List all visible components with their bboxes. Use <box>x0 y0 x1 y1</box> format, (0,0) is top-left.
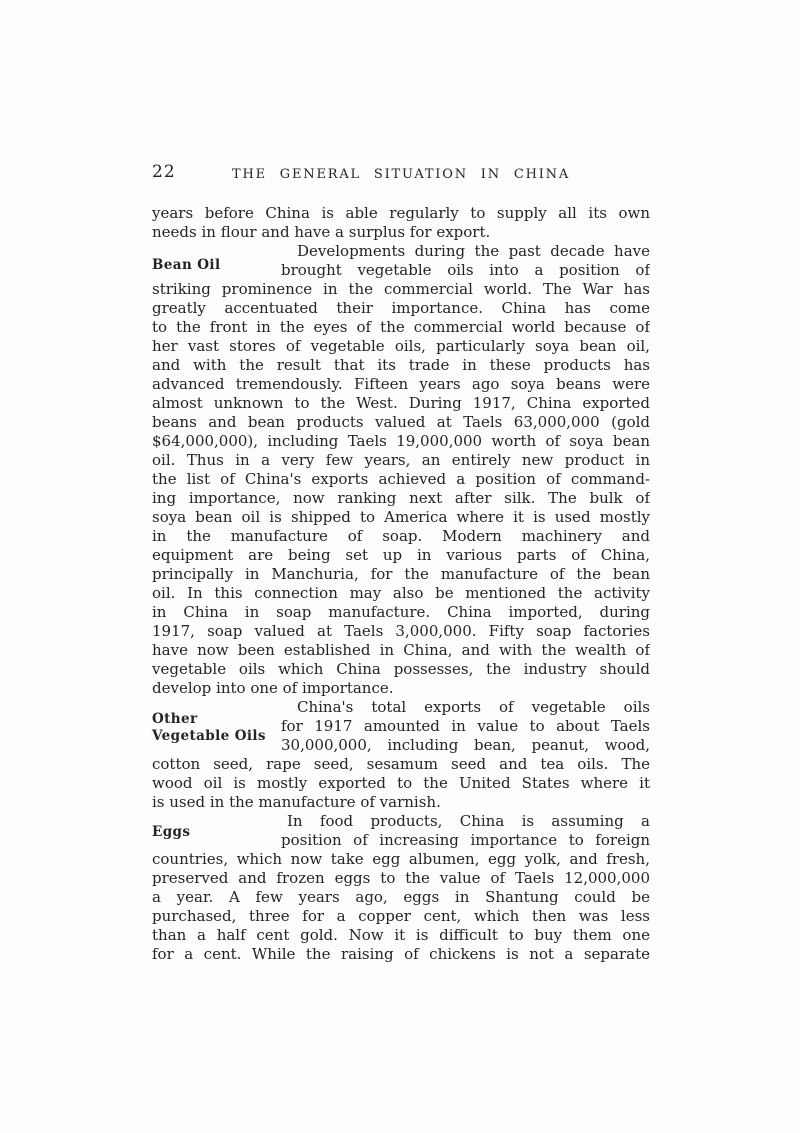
text-line: to the front in the eyes of the commercial world because of <box>152 318 650 336</box>
text-line: $64,000,000), including Taels 19,000,000 worth of soya bean <box>152 432 650 450</box>
text-line: a year. A few years ago, eggs in Shantung could be <box>152 888 650 906</box>
margin-label-other-vegetable-oils-line1: Other <box>152 711 198 727</box>
text-line: beans and bean products valued at Taels 63,000,000 (gold <box>152 413 650 431</box>
text-line: in China in soap manufacture. China imported, during <box>152 603 650 621</box>
text-line: than a half cent gold. Now it is difficult to buy them one <box>152 926 650 944</box>
text-line: vegetable oils which China possesses, the industry should <box>152 660 650 678</box>
text-line: and with the result that its trade in these products has <box>152 356 650 374</box>
text-line: preserved and frozen eggs to the value of Taels 12,000,000 <box>152 869 650 887</box>
text-line: advanced tremendously. Fifteen years ago soya beans were <box>152 375 650 393</box>
text-line: almost unknown to the West. During 1917, China exported <box>152 394 650 412</box>
text-line: equipment are being set up in various parts of China, <box>152 546 650 564</box>
text-line: 1917, soap valued at Taels 3,000,000. Fifty soap factories <box>152 622 650 640</box>
text-line: principally in Manchuria, for the manufacture of the bean <box>152 565 650 583</box>
text-line: is used in the manufacture of varnish. <box>152 793 441 811</box>
margin-label-bean-oil: Bean Oil <box>152 257 221 273</box>
text-line: needs in flour and have a surplus for export. <box>152 223 491 241</box>
text-line: ing importance, now ranking next after silk. The bulk of <box>152 489 650 507</box>
text-line: years before China is able regularly to supply all its own <box>152 204 650 222</box>
text-line: oil. In this connection may also be mentioned the activity <box>152 584 650 602</box>
text-line: 30,000,000, including bean, peanut, wood, <box>281 736 650 754</box>
text-line: brought vegetable oils into a position of <box>281 261 650 279</box>
margin-label-other-vegetable-oils-line2: Vegetable Oils <box>152 728 266 744</box>
text-line: In food products, China is assuming a <box>287 812 650 830</box>
running-title: THE GENERAL SITUATION IN CHINA <box>231 167 571 182</box>
text-line: oil. Thus in a very few years, an entirely new product in <box>152 451 650 469</box>
text-line: Developments during the past decade have <box>297 242 650 260</box>
text-line: have now been established in China, and with the wealth of <box>152 641 650 659</box>
text-block <box>152 204 650 964</box>
text-line: for 1917 amounted in value to about Taels <box>281 717 650 735</box>
text-line: cotton seed, rape seed, sesamum seed and tea oils. The <box>152 755 650 773</box>
text-line: position of increasing importance to foreign <box>281 831 650 849</box>
text-line: the list of China's exports achieved a position of command- <box>152 470 650 488</box>
text-line: for a cent. While the raising of chickens is not a separate <box>152 945 650 963</box>
text-line: develop into one of importance. <box>152 679 394 697</box>
text-line: wood oil is mostly exported to the United States where it <box>152 774 650 792</box>
text-line: in the manufacture of soap. Modern machinery and <box>152 527 650 545</box>
page-number: 22 <box>152 162 176 182</box>
text-line: countries, which now take egg albumen, egg yolk, and fresh, <box>152 850 650 868</box>
text-line: China's total exports of vegetable oils <box>297 698 650 716</box>
margin-label-eggs: Eggs <box>152 824 191 840</box>
text-line: striking prominence in the commercial world. The War has <box>152 280 650 298</box>
text-line: greatly accentuated their importance. China has come <box>152 299 650 317</box>
text-line: purchased, three for a copper cent, which then was less <box>152 907 650 925</box>
text-line: soya bean oil is shipped to America where it is used mostly <box>152 508 650 526</box>
text-line: her vast stores of vegetable oils, particularly soya bean oil, <box>152 337 650 355</box>
